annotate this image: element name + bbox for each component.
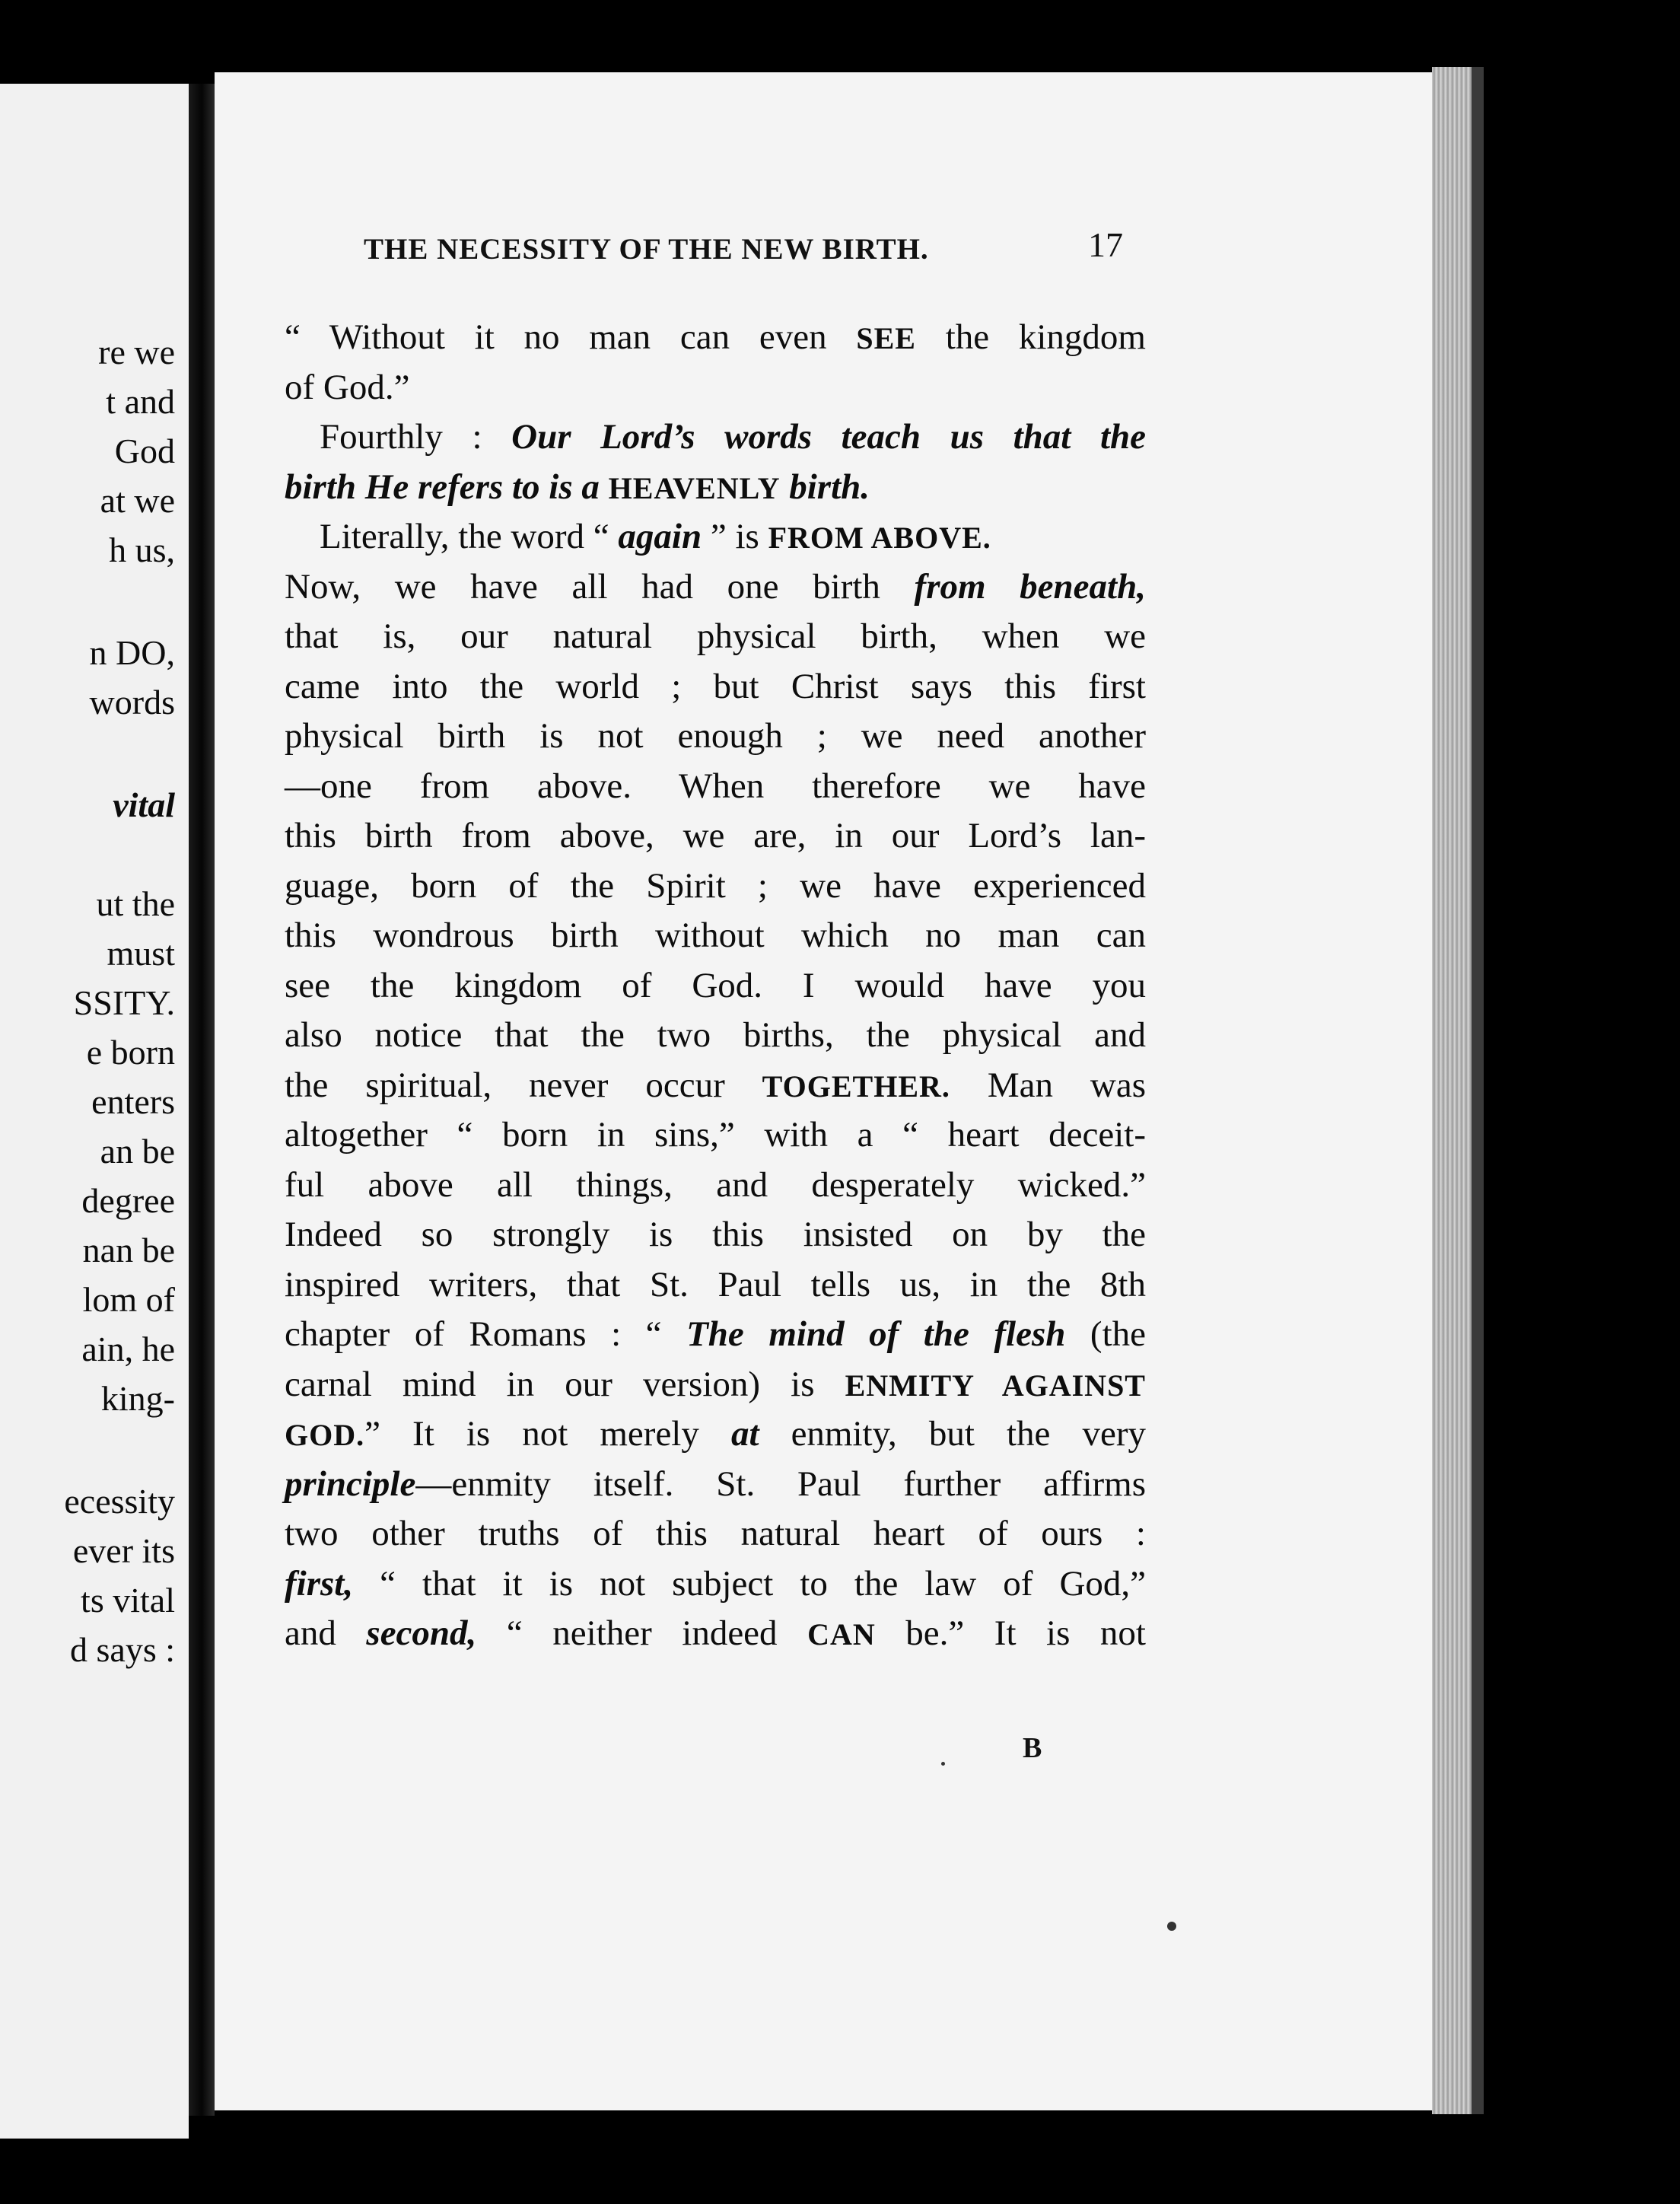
text-line xyxy=(285,1566,1146,1602)
text-run: and xyxy=(285,1613,367,1653)
text-line xyxy=(285,818,1146,854)
text-line xyxy=(285,1464,1146,1504)
text-line xyxy=(285,968,1146,1004)
running-head: THE NECESSITY OF THE NEW BIRTH. xyxy=(364,233,929,266)
small-caps-text: FROM ABOVE. xyxy=(768,521,991,555)
text-run: came into the world ; but Christ says this first xyxy=(285,667,1146,706)
italic-text: birth. xyxy=(780,467,870,507)
text-run: of God.” xyxy=(285,368,410,407)
text-line xyxy=(285,370,1146,406)
previous-page-line-fragment: ut the xyxy=(96,884,175,923)
text-run: be.” It is not xyxy=(875,1613,1146,1653)
text-run: guage, born of the Spirit ; we have experienced xyxy=(285,866,1146,906)
text-run: this wondrous birth without which no man can xyxy=(285,916,1146,955)
text-run: altogether “ born in sins,” with a “ heart deceit- xyxy=(285,1115,1146,1155)
signature-mark: B xyxy=(1023,1732,1042,1764)
text-run: see the kingdom of God. I would have you xyxy=(285,966,1146,1005)
text-line xyxy=(285,1267,1146,1303)
text-line xyxy=(285,1065,1147,1105)
paper-speck xyxy=(941,1762,945,1766)
italic-text: first, xyxy=(285,1564,354,1604)
previous-page-line-fragment: ecessity xyxy=(64,1482,175,1521)
previous-page-line-fragment: ever its xyxy=(72,1531,175,1570)
text-run: Now, we have all had one birth xyxy=(285,567,915,607)
text-run: the kingdom xyxy=(915,317,1146,357)
page-stack-edge xyxy=(1432,67,1472,2114)
text-run: enmity, but the very xyxy=(759,1414,1146,1454)
previous-page-line-fragment: h us, xyxy=(109,530,175,569)
italic-text: birth He refers to is a xyxy=(285,467,609,507)
text-line xyxy=(285,918,1146,954)
text-line xyxy=(285,419,1146,455)
book-gutter xyxy=(189,84,215,2116)
text-run: (the xyxy=(1065,1314,1146,1354)
previous-page-line-fragment: an be xyxy=(100,1132,175,1170)
text-run: also notice that the two births, the physical and xyxy=(285,1015,1146,1055)
previous-page-line-fragment: degree xyxy=(81,1181,175,1220)
text-line xyxy=(285,1167,1146,1203)
text-line xyxy=(285,669,1146,705)
text-run: “ Without it no man can even xyxy=(285,317,857,357)
small-caps-text: ENMITY AGAINST xyxy=(845,1368,1146,1403)
text-line xyxy=(285,519,1146,555)
italic-text: Our Lord’s words teach us that the xyxy=(511,417,1146,457)
text-run: ” It is not merely xyxy=(364,1414,731,1454)
text-line xyxy=(285,1217,1146,1253)
text-run: Man was xyxy=(950,1065,1147,1105)
previous-page-line-fragment: t and xyxy=(106,382,175,421)
previous-page-fragment xyxy=(0,84,189,2139)
italic-text: from beneath, xyxy=(914,567,1146,607)
text-line xyxy=(285,1613,1146,1653)
text-run: this birth from above, we are, in our Lord’s lan- xyxy=(285,816,1146,855)
text-line xyxy=(285,1117,1146,1153)
text-run: ful above all things, and desperately wicked.” xyxy=(285,1165,1146,1205)
text-run: —enmity itself. St. Paul further affirms xyxy=(415,1464,1146,1504)
text-line xyxy=(285,467,1146,507)
italic-text: The mind of the flesh xyxy=(686,1314,1066,1354)
text-line xyxy=(285,766,1146,806)
small-caps-text: CAN xyxy=(807,1617,876,1651)
text-run: ” is xyxy=(702,517,768,556)
current-page xyxy=(215,72,1432,2110)
previous-page-line-fragment: words xyxy=(89,683,175,721)
previous-page-line-fragment: king- xyxy=(100,1379,175,1418)
text-line xyxy=(285,1516,1146,1552)
italic-text: at xyxy=(730,1414,759,1454)
text-run: the spiritual, never occur xyxy=(285,1065,762,1105)
book-cover-edge xyxy=(1472,67,1484,2114)
text-line xyxy=(285,1416,1146,1452)
previous-page-line-fragment: nan be xyxy=(82,1231,175,1269)
small-caps-text: HEAVENLY xyxy=(608,471,781,505)
text-run: physical birth is not enough ; we need another xyxy=(285,716,1146,756)
text-run: carnal mind in our version) is xyxy=(285,1365,845,1404)
italic-text: principle xyxy=(285,1464,416,1504)
paper-speck xyxy=(1167,1922,1176,1931)
previous-page-line-fragment: enters xyxy=(91,1082,175,1121)
text-run: that is, our natural physical birth, when we xyxy=(285,616,1146,656)
text-run: chapter of Romans : “ xyxy=(285,1314,687,1354)
text-line xyxy=(285,868,1146,904)
italic-text: second, xyxy=(366,1613,477,1653)
text-line xyxy=(285,317,1146,357)
previous-page-line-fragment: ain, he xyxy=(81,1330,175,1368)
previous-page-line-fragment: lom of xyxy=(82,1280,175,1319)
text-run: —one from above. When therefore we have xyxy=(285,766,1146,806)
previous-page-line-fragment: God xyxy=(114,432,175,470)
previous-page-line-fragment: at we xyxy=(100,481,175,520)
previous-page-line-fragment: ts vital xyxy=(81,1581,175,1620)
text-line xyxy=(285,1314,1146,1354)
previous-page-line-fragment: SSITY. xyxy=(73,983,175,1022)
previous-page-line-fragment: n DO, xyxy=(89,633,175,672)
previous-page-line-fragment: d says : xyxy=(70,1630,175,1669)
text-line xyxy=(285,1015,1146,1055)
text-run: Literally, the word “ xyxy=(320,517,619,556)
small-caps-text: TOGETHER. xyxy=(762,1069,950,1104)
previous-page-line-fragment: e born xyxy=(86,1033,175,1072)
text-run: “ that it is not subject to the law of God,” xyxy=(353,1564,1146,1604)
text-run: inspired writers, that St. Paul tells us, in the 8th xyxy=(285,1265,1146,1304)
page-number: 17 xyxy=(1088,225,1123,264)
previous-page-line-fragment: re we xyxy=(98,333,175,371)
previous-page-line-fragment: vital xyxy=(113,785,175,824)
previous-page-line-fragment: must xyxy=(107,934,175,973)
italic-text: again xyxy=(618,517,702,556)
text-run: Indeed so strongly is this insisted on by the xyxy=(285,1215,1146,1254)
text-line xyxy=(285,616,1146,656)
text-run: two other truths of this natural heart of ours : xyxy=(285,1514,1146,1553)
text-line xyxy=(285,718,1146,754)
text-line xyxy=(285,1367,1146,1403)
text-line xyxy=(285,569,1146,605)
small-caps-text: GOD. xyxy=(285,1418,365,1452)
text-run: Fourthly : xyxy=(320,417,512,457)
text-run: “ neither indeed xyxy=(476,1613,808,1653)
small-caps-text: SEE xyxy=(856,321,916,355)
